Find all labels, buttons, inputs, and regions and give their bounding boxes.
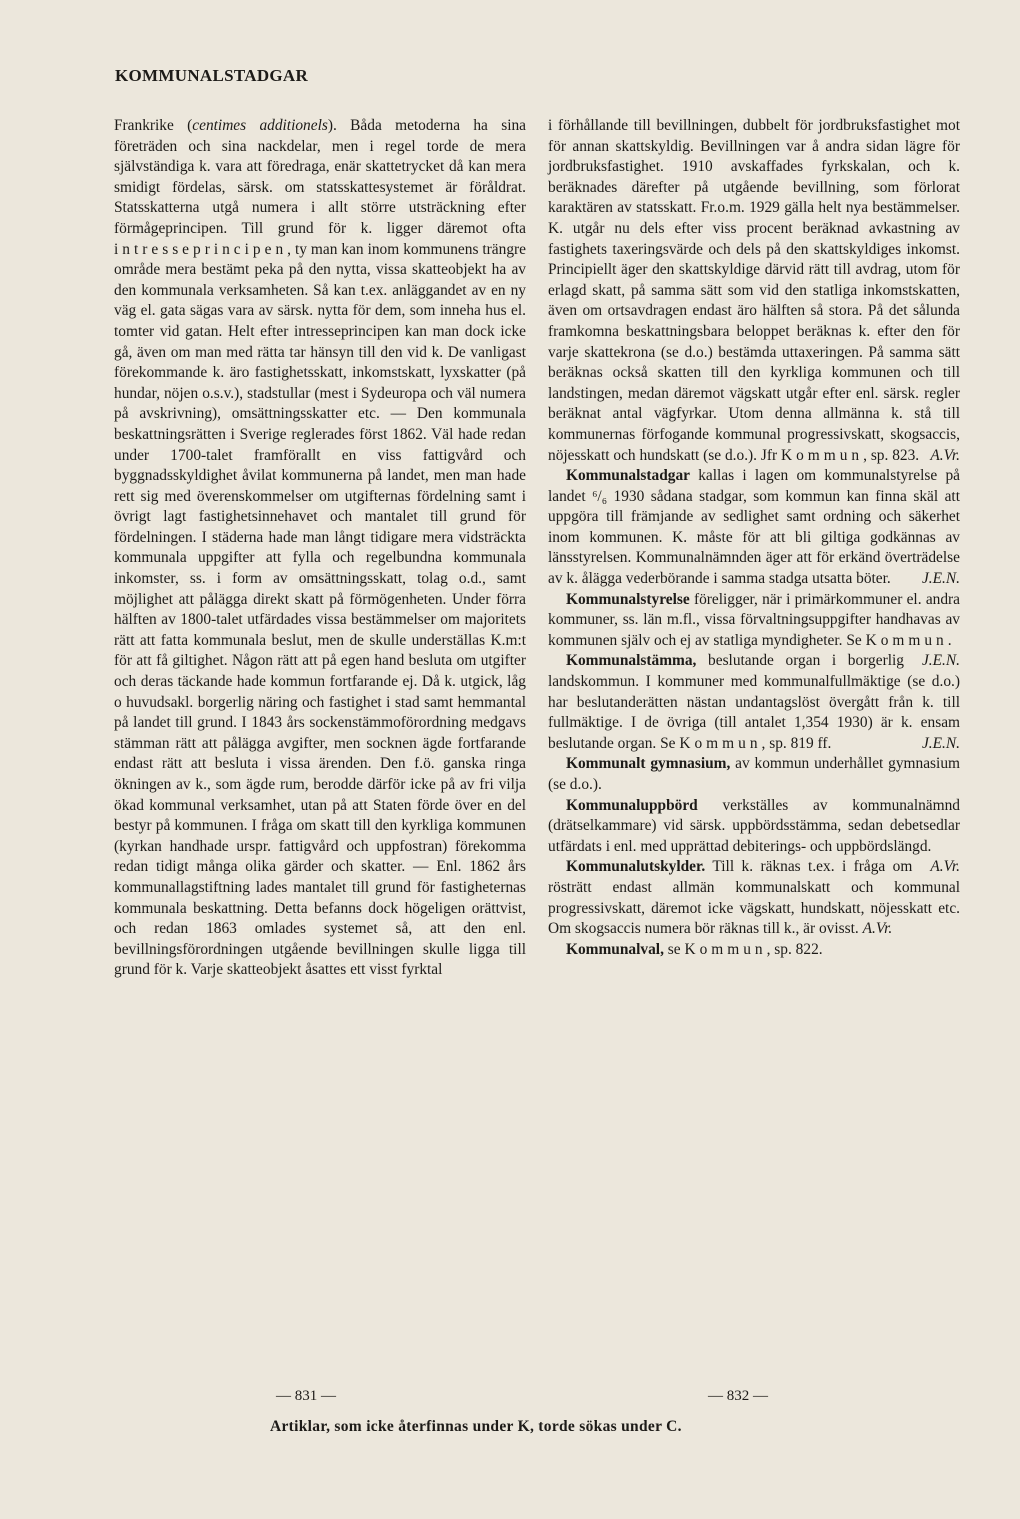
entry-text: föreligger, när i primärkommuner el. andra kommuner, ss. län m.fl., vissa förvaltningsuppgifter handhavas av kommunen själv och ej av statliga myndigheter. Se: [548, 590, 960, 649]
text-run: , sp. 823.: [863, 446, 920, 464]
continued-text: [548, 116, 960, 466]
headword: Kommunalt gymnasium,: [566, 755, 731, 773]
entry-text: .: [947, 631, 952, 649]
footer-note: Artiklar, som icke återfinnas under K, torde sökas under C.: [270, 1418, 682, 1435]
headword: Kommunalstämma,: [566, 652, 697, 670]
page-number-right: — 832 —: [708, 1388, 768, 1404]
entry-text: kallas i lagen om kommunalstyrelse på landet ⁶/₆ 1930 sådana stadgar, som kommun kan finna skäl att uppgöra till främjande av sedlighet samt ordning och säkerhet inom kommunen. K. måste för att bli giltiga godkännas av länsstyrelsen. Kommunalnämnden äger att för erkänd överträdelse av k. ålägga vederbörande i samma stadga utsatta böter.: [548, 467, 960, 588]
left-column-text: [114, 116, 526, 981]
text-run: ). Båda metoderna ha sina företräden och sina nackdelar, men i regel torde de mera självständiga k. vara att föredraga, enär skattetrycket då kan mera smidigt fördelas, särsk. om statsskattesystemet är föråldrat. Statsskatterna utgå numera i allt större utsträckning efter förmågeprincipen. Till grund för k. ligger däremot ofta: [114, 117, 527, 237]
entry-text: verkställes av kommunalnämnd (drätselkammare) vid särsk. uppbördsstämma, sedan debetsedlar utfärdats i enl. med upprättad debiterings- och uppbördslängd.: [548, 796, 960, 855]
entry-text: se: [663, 940, 685, 958]
text-run: i förhållande till bevillningen, dubbelt för jordbruksfastighet mot för annan skattskyldig. Bevillningen var å andra sidan lägre för jordbruksfastighet. 1910 avskaffades fyrkskalan, och k. beräknades därefter på utgående bevillning, som förlorat karaktären av statsskatt. Fr.o.m. 1929 gälla helt nya bestämmelser. K. utgår nu dels efter viss procent beräknad avkastning av fastighets taxeringsvärde och dels på den skattskyldiges inkomst. Principiellt äger den skattskyldige därvid rätt till avdrag, utom för erlagd skatt, på samma sätt som vid den statliga inkomstskatten, även om ortsavdragen endast äro hälften så stora. På det sålunda framkomna beskattningsbara beloppet beräknas k. efter den för varje skattekrona (se d.o.) bestämda uttaxeringen. På samma sätt beräknas också skatten till den kyrkliga kommunen och till landstingen, medan däremot vägskatt utgår efter enl. särsk. regler beräknat antal vägfyrkar. Utom denna allmänna k. stå till kommunernas förfogande kommunal progressivskatt, skogsaccis, nöjesskatt och hundskatt (se d.o.). Jfr: [548, 117, 960, 464]
entry-text: av kommun underhållet gymnasium (se d.o.).: [548, 755, 960, 793]
headword: Kommunaluppbörd: [566, 796, 698, 814]
cross-reference: Kommun: [684, 940, 767, 958]
author-signature: J.E.N.: [921, 570, 960, 588]
author-signature: J.E.N.: [921, 652, 960, 670]
entry-kommunalstamma: [548, 651, 960, 754]
cross-reference: Kommun: [865, 631, 948, 649]
spaced-term: intresseprincipen: [114, 240, 288, 258]
author-signature: A.Vr.: [930, 446, 960, 464]
entry-text: beslutande organ i borgerlig landskommun. I kommuner med kommunalfullmäktige (se d.o.) har beslutanderätten nästan undantagslöst övergått från k. till fullmäktige. I de övriga (till antalet 1,354 1930) är k. ensam beslutande organ. Se: [548, 652, 960, 752]
right-column: [548, 116, 960, 960]
text-run: , ty man kan inom kommunens trängre område mera bestämt peka på den nytta, vissa skatteobjekt ha av den kommunala verksamheten. Så kan t.ex. anläggandet av en ny väg el. gata sägas vara av särsk. nytta för dem, som inneha hus el. tomter vid gatan. Helt efter intresseprincipen kan man dock icke gå, även om man med rätta tar hänsyn till den vid k. De vanligast förekommande k. äro fastighetsskatt, inkomstskatt, lyxskatter (på hundar, nöjen o.s.v.), stadstullar (mest i Sydeuropa och väl numera på avskrivning), omsättningsskatter etc. — Den kommunala beskattningsrätten i Sverige reglerades först 1862. Väl hade redan under 1700-talet framförallt en viss fattigvård och byggnadsskyldighet åvilat kommunerna på landet, men man hade rett sig med överenskommelser om utgifternas fördelning samt i övrigt lagt fastighetsinnehavet och mantalet till grund för fördelningen. I städerna hade man långt tidigare mera vidsträckta kommunala uppgifter att fylla och regelbundna kommunala inkomster, ss. i form av omsättningsskatt, tolag o.d., samt möjlighet att pålägga direkt skatt på förmögenheten. Under förra hälften av 1800-talet utfärdades vissa bestämmelser om majoritets rätt att fatta kommunala beslut, men de skulle underställas K.m:t för att få giltighet. Någon rätt att på egen hand besluta om utgifter och deras täckande hade kommun fortfarande ej. Då k. utgick, låg o huvudsakl. borgerlig näring och fastighet i stad samt hemmantal på landet till grund. I 1843 års sockenstämmoförordning medgavs stämman rätt att pålägga avgifter, men socknen ägde fortfarande endast rätt att besluta i vissa ärenden. Den f.ö. ganska ringa ökningen av k., som ägde rum, berodde därför icke på av fri vilja ökad kommunal verksamhet, utan på att Staten förde över en del bestyr på kommunen. I fråga om skatt till den kyrkliga kommunen (kyrkan handhade urspr. fattigvård och uppfostran) förekomma redan tidigt många olika gärder och skatter. — Enl. 1862 års kommunallagstiftning lades mantalet till grund för fastigheternas kommunala beskattning. Detta befanns dock högeligen orättvist, och redan 1863 omlades systemet så, att den enl. bevillningsförordningen utgående bevillningen skulle ligga till grund för k. Varje skatteobjekt åsattes ett visst fyrktal: [114, 240, 526, 979]
entry-kommunalt-gymnasium: [548, 754, 960, 795]
entry-kommunalval: [548, 940, 960, 961]
left-column: [114, 116, 526, 981]
entry-text: Till k. räknas t.ex. i fråga om rösträtt endast allmän kommunalskatt och kommunal progressivskatt, däremot icke vägskatt, hundskatt, nöjesskatt etc. Om skogsaccis numera bör räknas till k., är ovisst.: [548, 858, 960, 938]
text-run: Frankrike (: [114, 117, 193, 134]
author-signature: A.Vr.: [930, 858, 960, 876]
entry-kommunalutskylder: [548, 857, 960, 939]
entry-text: , sp. 819 ff.: [761, 734, 832, 752]
cross-reference: Kommun: [679, 734, 762, 752]
author-signature: A.Vr.: [862, 920, 893, 938]
cross-reference: Kommun: [780, 446, 864, 464]
headword: Kommunalval,: [566, 940, 664, 958]
italic-term: centimes additionels: [192, 117, 328, 134]
entry-kommunalstadgar: [548, 466, 960, 590]
running-header: KOMMUNALSTADGAR: [115, 66, 309, 85]
author-signature: J.E.N.: [921, 734, 960, 752]
page-number-left: — 831 —: [276, 1388, 336, 1404]
headword: Kommunalutskylder.: [566, 858, 706, 876]
headword: Kommunalstadgar: [566, 467, 690, 485]
headword: Kommunalstyrelse: [566, 590, 690, 608]
entry-text: , sp. 822.: [766, 940, 823, 958]
